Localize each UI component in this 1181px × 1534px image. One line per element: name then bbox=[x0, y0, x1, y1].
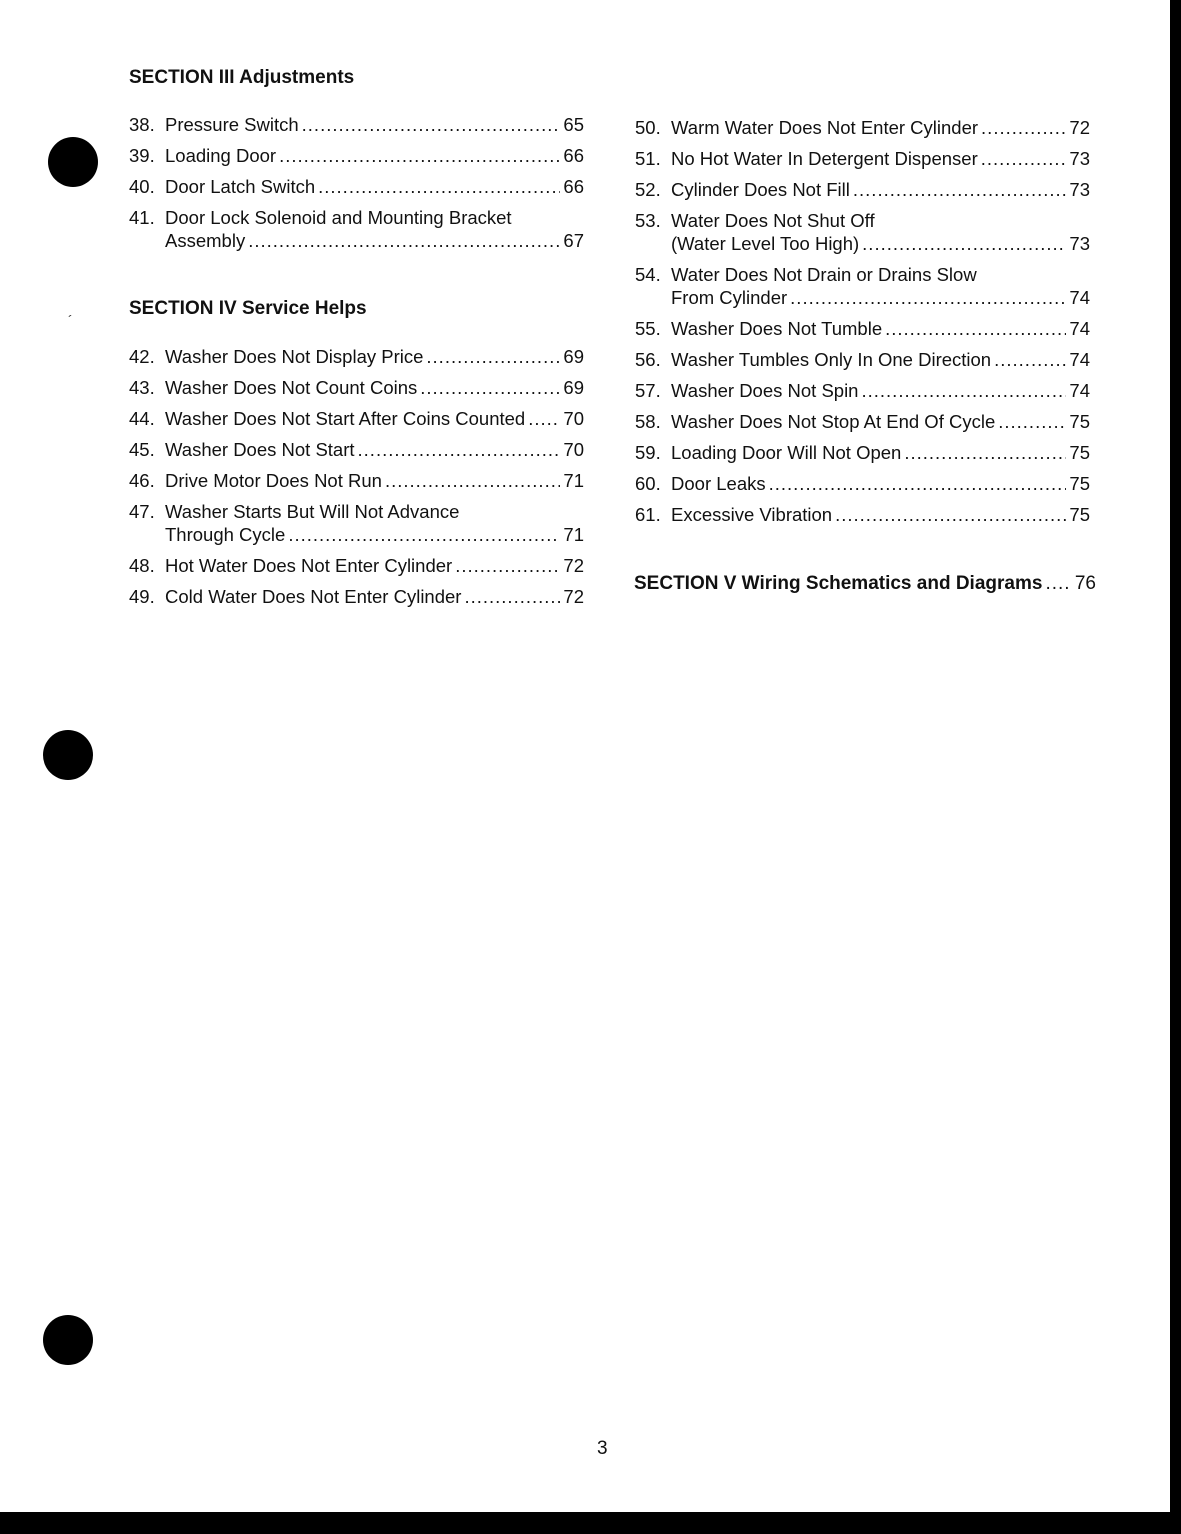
scan-speck: ´ bbox=[68, 312, 73, 328]
toc-entry-58[interactable]: 58. Washer Does Not Stop At End Of Cycle ..... 75 bbox=[635, 410, 1090, 433]
section-4-title: SECTION IV Service Helps bbox=[129, 298, 367, 319]
dot-leader bbox=[790, 286, 1066, 309]
toc-entry-49[interactable]: 49. Cold Water Does Not Enter Cylinder ..... 72 bbox=[129, 585, 584, 608]
dot-leader bbox=[302, 113, 561, 136]
dot-leader bbox=[385, 469, 560, 492]
dot-leader bbox=[318, 175, 560, 198]
toc-entry-55[interactable]: 55. Washer Does Not Tumble ..... 74 bbox=[635, 317, 1090, 340]
dot-leader bbox=[853, 178, 1067, 201]
section-3-title: SECTION III Adjustments bbox=[129, 67, 355, 88]
dot-leader bbox=[464, 585, 560, 608]
page-number: 3 bbox=[597, 1438, 608, 1459]
dot-leader bbox=[998, 410, 1066, 433]
binder-hole-top bbox=[48, 137, 98, 187]
dot-leader bbox=[528, 407, 560, 430]
toc-entry-41[interactable]: 41. Door Lock Solenoid and Mounting Bracket Assembly ..... 67 bbox=[129, 206, 584, 252]
dot-leader bbox=[885, 317, 1066, 340]
dot-leader bbox=[248, 229, 560, 252]
toc-entry-46[interactable]: 46. Drive Motor Does Not Run ..... 71 bbox=[129, 469, 584, 492]
toc-entry-52[interactable]: 52. Cylinder Does Not Fill ..... 73 bbox=[635, 178, 1090, 201]
toc-entry-61[interactable]: 61. Excessive Vibration ..... 75 bbox=[635, 503, 1090, 526]
toc-entry-38[interactable]: 38. Pressure Switch ..... 65 bbox=[129, 113, 584, 136]
dot-leader bbox=[455, 554, 560, 577]
toc-entry-40[interactable]: 40. Door Latch Switch ..... 66 bbox=[129, 175, 584, 198]
binder-hole-middle bbox=[43, 730, 93, 780]
section-5-entry[interactable] bbox=[634, 573, 1096, 595]
toc-entry-59[interactable]: 59. Loading Door Will Not Open ..... 75 bbox=[635, 441, 1090, 464]
toc-entry-43[interactable]: 43. Washer Does Not Count Coins ..... 69 bbox=[129, 376, 584, 399]
toc-entry-53[interactable]: 53. Water Does Not Shut Off (Water Level Too High) ..... 73 bbox=[635, 209, 1090, 255]
toc-entry-48[interactable]: 48. Hot Water Does Not Enter Cylinder ..... 72 bbox=[129, 554, 584, 577]
section-5-title: SECTION V Wiring Schematics and Diagrams bbox=[634, 573, 1043, 594]
dot-leader bbox=[279, 144, 560, 167]
binder-hole-bottom bbox=[43, 1315, 93, 1365]
dot-leader bbox=[862, 232, 1066, 255]
toc-entry-47[interactable]: 47. Washer Starts But Will Not Advance Through Cycle ..... 71 bbox=[129, 500, 584, 546]
dot-leader bbox=[358, 438, 561, 461]
toc-entry-44[interactable]: 44. Washer Does Not Start After Coins Counted ..... 70 bbox=[129, 407, 584, 430]
dot-leader bbox=[981, 116, 1066, 139]
dot-leader bbox=[420, 376, 560, 399]
dot-leader bbox=[288, 523, 560, 546]
toc-entry-56[interactable]: 56. Washer Tumbles Only In One Direction ..... 74 bbox=[635, 348, 1090, 371]
toc-entry-45[interactable]: 45. Washer Does Not Start ..... 70 bbox=[129, 438, 584, 461]
toc-entry-51[interactable]: 51. No Hot Water In Detergent Dispenser ..... 73 bbox=[635, 147, 1090, 170]
dot-leader bbox=[861, 379, 1066, 402]
toc-entry-57[interactable]: 57. Washer Does Not Spin ..... 74 bbox=[635, 379, 1090, 402]
section-5-page: 76 bbox=[1074, 573, 1096, 594]
dot-leader bbox=[1045, 573, 1071, 595]
toc-entry-42[interactable]: 42. Washer Does Not Display Price ..... 69 bbox=[129, 345, 584, 368]
toc-entry-50[interactable]: 50. Warm Water Does Not Enter Cylinder ..... 72 bbox=[635, 116, 1090, 139]
dot-leader bbox=[994, 348, 1066, 371]
toc-entry-60[interactable]: 60. Door Leaks ..... 75 bbox=[635, 472, 1090, 495]
dot-leader bbox=[769, 472, 1067, 495]
dot-leader bbox=[904, 441, 1066, 464]
dot-leader bbox=[426, 345, 560, 368]
dot-leader bbox=[835, 503, 1066, 526]
dot-leader bbox=[981, 147, 1067, 170]
toc-entry-39[interactable]: 39. Loading Door ..... 66 bbox=[129, 144, 584, 167]
toc-entry-54[interactable]: 54. Water Does Not Drain or Drains Slow From Cylinder ..... 74 bbox=[635, 263, 1090, 309]
